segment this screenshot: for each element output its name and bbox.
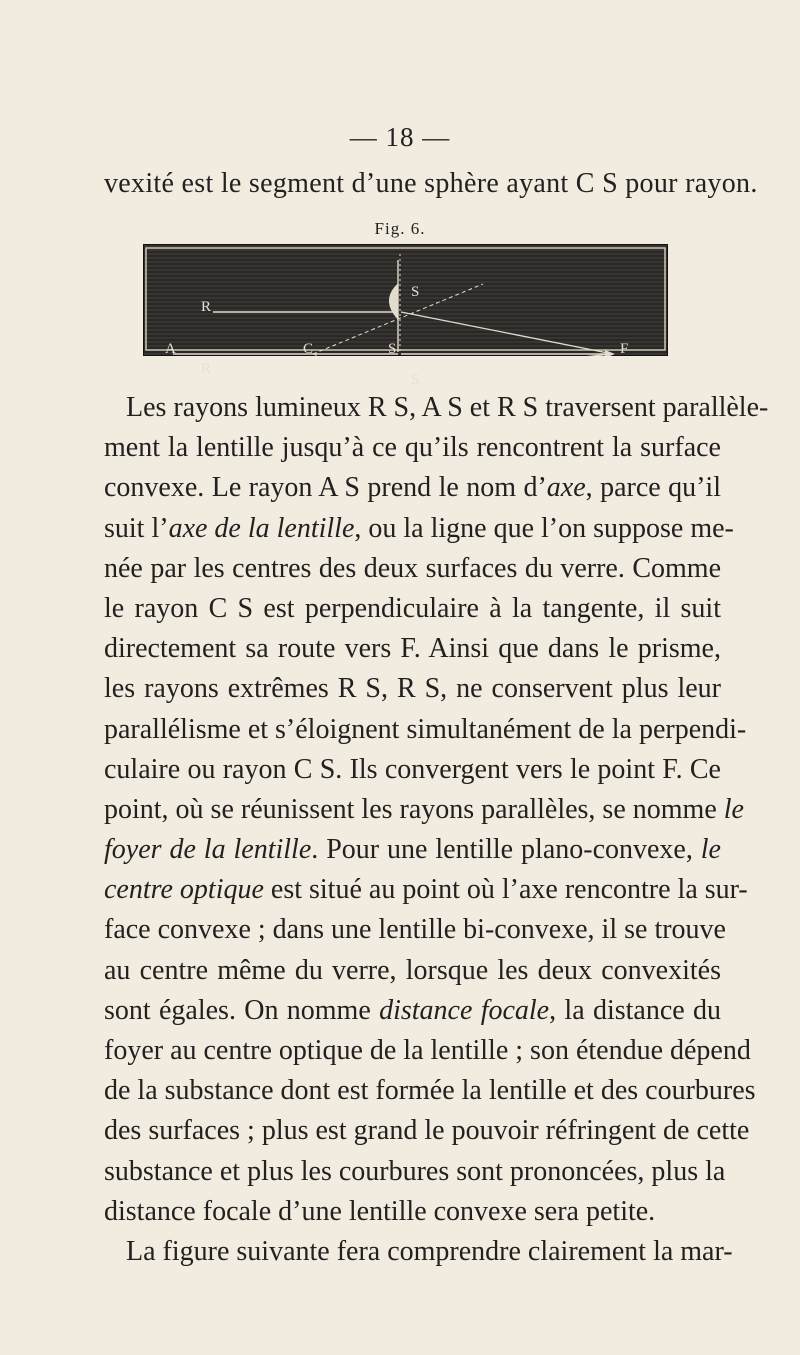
label-c: C: [303, 341, 314, 357]
text-line: ment la lentille jusqu’à ce qu’ils rencontrent la surface: [104, 432, 721, 464]
label-a: A: [165, 341, 176, 357]
label-s-top: S: [411, 284, 420, 300]
text-line: les rayons extrêmes R S, R S, ne conservent plus leur: [104, 673, 721, 705]
term-le: le: [723, 793, 744, 825]
body-text: [104, 388, 769, 1272]
term-distance-focale: distance focale: [379, 994, 550, 1026]
continuation-line: vexité est le segment d’une sphère ayant C S pour rayon.: [104, 168, 758, 199]
text-line: foyer au centre optique de la lentille ; son étendue dépend: [104, 1035, 751, 1066]
text-line: de la substance dont est formée la lentille et des courbures: [104, 1075, 756, 1107]
label-s-bottom: S: [411, 372, 420, 388]
text-line: directement sa route vers F. Ainsi que dans le prisme,: [104, 633, 721, 665]
text-line: sont égales. On nomme distance focale, la distance du: [104, 994, 721, 1026]
text-line: le rayon C S est perpendiculaire à la tangente, il suit: [104, 592, 721, 624]
text-line: parallélisme et s’éloignent simultanément de la perpendi-: [104, 713, 747, 745]
text-line: point, où se réunissent les rayons parallèles, se nomme le: [104, 793, 744, 825]
figure-caption: Fig. 6.: [374, 219, 426, 238]
text-line: Les rayons lumineux R S, A S et R S traversent parallèle-: [126, 392, 769, 423]
term-axe: axe: [546, 472, 586, 504]
text-line: suit l’axe de la lentille, ou la ligne que l’on suppose me-: [104, 512, 734, 544]
label-s-center: S: [388, 341, 397, 357]
term-axe-de-la-lentille: axe de la lentille: [168, 512, 355, 544]
text-line: face convexe ; dans une lentille bi-convexe, il se trouve: [104, 914, 726, 946]
text-line: des surfaces ; plus est grand le pouvoir réfringent de cette: [104, 1115, 750, 1147]
term-foyer: foyer de la lentille: [104, 834, 312, 866]
text-line: foyer de la lentille. Pour une lentille plano-convexe, le: [104, 834, 721, 866]
text-line: substance et plus les courbures sont prononcées, plus la: [104, 1155, 726, 1187]
label-r-top: R: [201, 299, 212, 315]
term-centre-optique: centre optique: [104, 874, 264, 906]
text-line: culaire ou rayon C S. Ils convergent vers le point F. Ce: [104, 753, 721, 785]
text-line: convexe. Le rayon A S prend le nom d’axe, parce qu’il: [104, 472, 721, 504]
text-line: La figure suivante fera comprendre clairement la mar-: [126, 1235, 733, 1267]
page-number: — 18 —: [349, 122, 451, 152]
text-line: centre optique est situé au point où l’axe rencontre la sur-: [104, 874, 748, 906]
text-line: née par les centres des deux surfaces du verre. Comme: [104, 552, 721, 584]
text-line: au centre même du verre, lorsque les deux convexités: [104, 954, 721, 986]
label-r-bottom: R: [201, 361, 212, 377]
label-f: F: [620, 341, 629, 357]
text-line: distance focale d’une lentille convexe sera petite.: [104, 1195, 656, 1227]
